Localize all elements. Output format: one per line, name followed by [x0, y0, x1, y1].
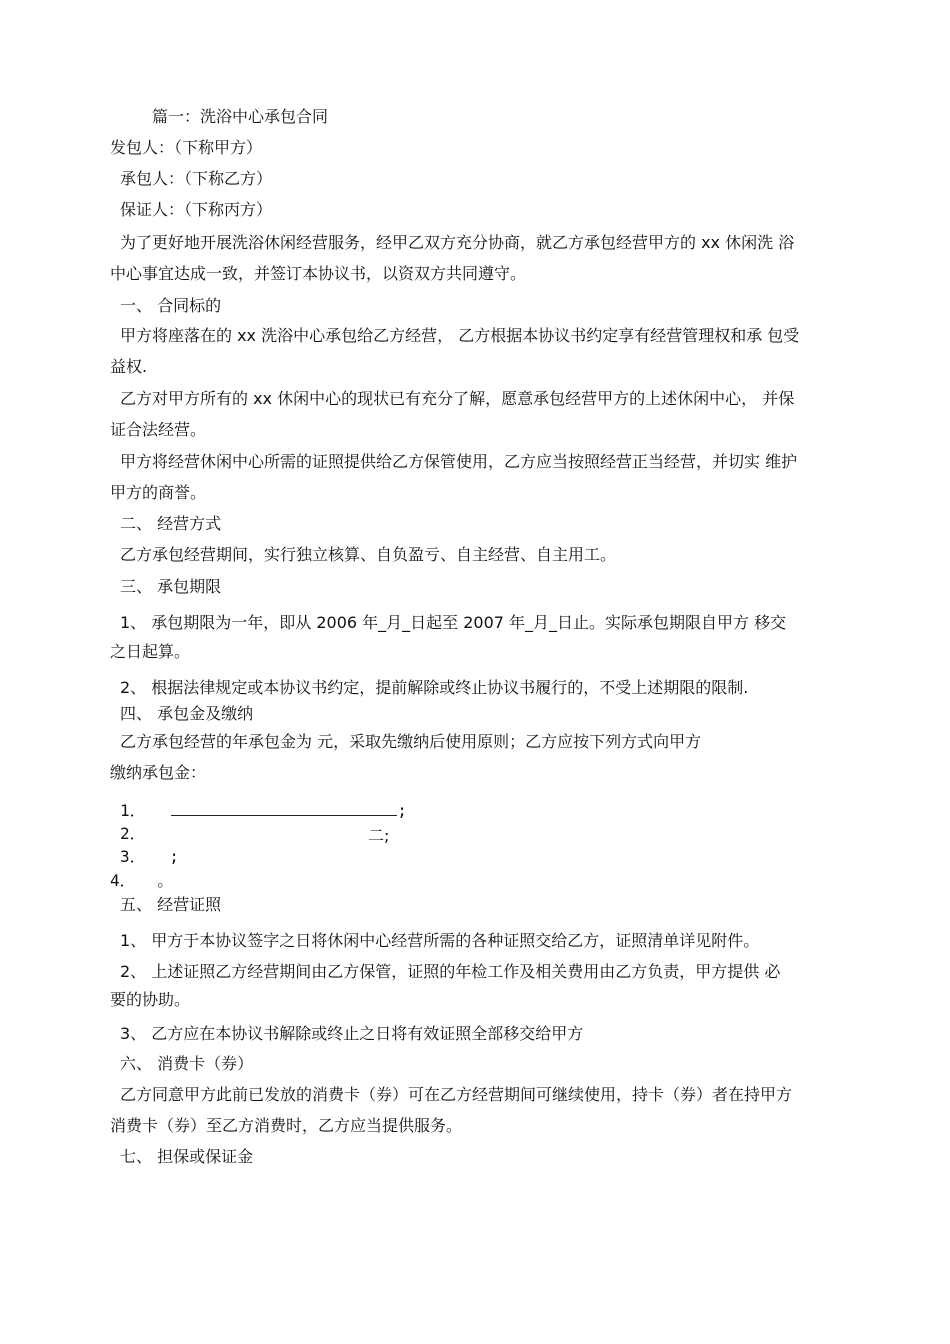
section-5-item-2-line-2: 要的协助。 [110, 990, 191, 1009]
section-6-heading: 六、 消费卡（券） [120, 1054, 254, 1073]
section-1-para-2-line-1: 乙方对甲方所有的 xx 休闲中心的现状已有充分了解，愿意承包经营甲方的上述休闲中心， 并保 [120, 389, 795, 408]
section-2-heading: 二、 经营方式 [120, 514, 222, 533]
payment-item-1-blank [171, 801, 397, 816]
section-4-para-line-1: 乙方承包经营的年承包金为 元，采取先缴纳后使用原则；乙方应按下列方式向甲方 [120, 732, 702, 751]
section-1-para-2-line-2: 证合法经营。 [110, 420, 207, 439]
section-5-item-2-line-1: 2、 上述证照乙方经营期间由乙方保管，证照的年检工作及相关费用由乙方负责，甲方提供 必 [120, 962, 781, 981]
party-c-line: 保证人：（下称丙方） [120, 200, 273, 219]
section-3-item-1-line-1: 1、 承包期限为一年，即从 2006 年_月_日起至 2007 年_月_日止。实际承包期限自甲方 移交 [120, 613, 787, 632]
section-6-para-line-2: 消费卡（券）至乙方消费时，乙方应当提供服务。 [110, 1116, 463, 1135]
payment-item-3-end: ; [169, 847, 179, 866]
section-1-para-3-line-1: 甲方将经营休闲中心所需的证照提供给乙方保管使用，乙方应当按照经营正当经营，并切实 维护 [120, 452, 798, 471]
section-5-item-3: 3、 乙方应在本协议书解除或终止之日将有效证照全部移交给甲方 [120, 1024, 584, 1043]
payment-item-4 [110, 871, 173, 891]
section-1-heading: 一、 合同标的 [120, 296, 222, 315]
payment-item-2-end: 二; [368, 826, 390, 845]
payment-item-1-number: 1． [120, 801, 146, 820]
section-1-para-3-line-2: 甲方的商誉。 [110, 483, 207, 502]
section-3-item-2: 2、 根据法律规定或本协议书约定，提前解除或终止协议书履行的，不受上述期限的限制. [120, 678, 749, 697]
intro-paragraph-line-1: 为了更好地开展洗浴休闲经营服务，经甲乙双方充分协商，就乙方承包经营甲方的 xx 休闲洗 浴 [120, 233, 795, 252]
section-1-para-1-line-1: 甲方将座落在的 xx 洗浴中心承包给乙方经营， 乙方根据本协议书约定享有经营管理权和承 包受 [120, 326, 800, 345]
party-a-line: 发包人：（下称甲方） [110, 138, 263, 157]
payment-item-1 [120, 801, 407, 821]
section-3-heading: 三、 承包期限 [120, 577, 222, 596]
section-1-para-1-line-2: 益权. [110, 357, 148, 376]
payment-item-2 [120, 824, 146, 844]
section-3-item-1-line-2: 之日起算。 [110, 642, 191, 661]
section-2-para: 乙方承包经营期间，实行独立核算、自负盈亏、自主经营、自主用工。 [120, 545, 617, 564]
payment-item-3-number: 3． [120, 847, 146, 866]
section-5-heading: 五、 经营证照 [120, 895, 222, 914]
section-4-para-line-2: 缴纳承包金： [110, 763, 207, 782]
section-5-item-1: 1、 甲方于本协议签字之日将休闲中心经营所需的各种证照交给乙方，证照清单详见附件。 [120, 931, 760, 950]
intro-paragraph-line-2: 中心事宜达成一致，并签订本协议书，以资双方共同遵守。 [110, 264, 527, 283]
party-b-line: 承包人：（下称乙方） [120, 169, 273, 188]
payment-item-2-number: 2． [120, 824, 146, 843]
section-6-para-line-1: 乙方同意甲方此前已发放的消费卡（券）可在乙方经营期间可继续使用，持卡（券）者在持甲方 [120, 1085, 793, 1104]
payment-item-1-end: ; [397, 801, 407, 820]
payment-item-3 [120, 847, 179, 867]
document-title: 篇一：洗浴中心承包合同 [152, 107, 329, 126]
section-4-heading: 四、 承包金及缴纳 [120, 704, 254, 723]
section-7-heading: 七、 担保或保证金 [120, 1147, 254, 1166]
payment-item-4-number: 4． [110, 871, 136, 890]
payment-item-4-end: 。 [157, 871, 174, 890]
